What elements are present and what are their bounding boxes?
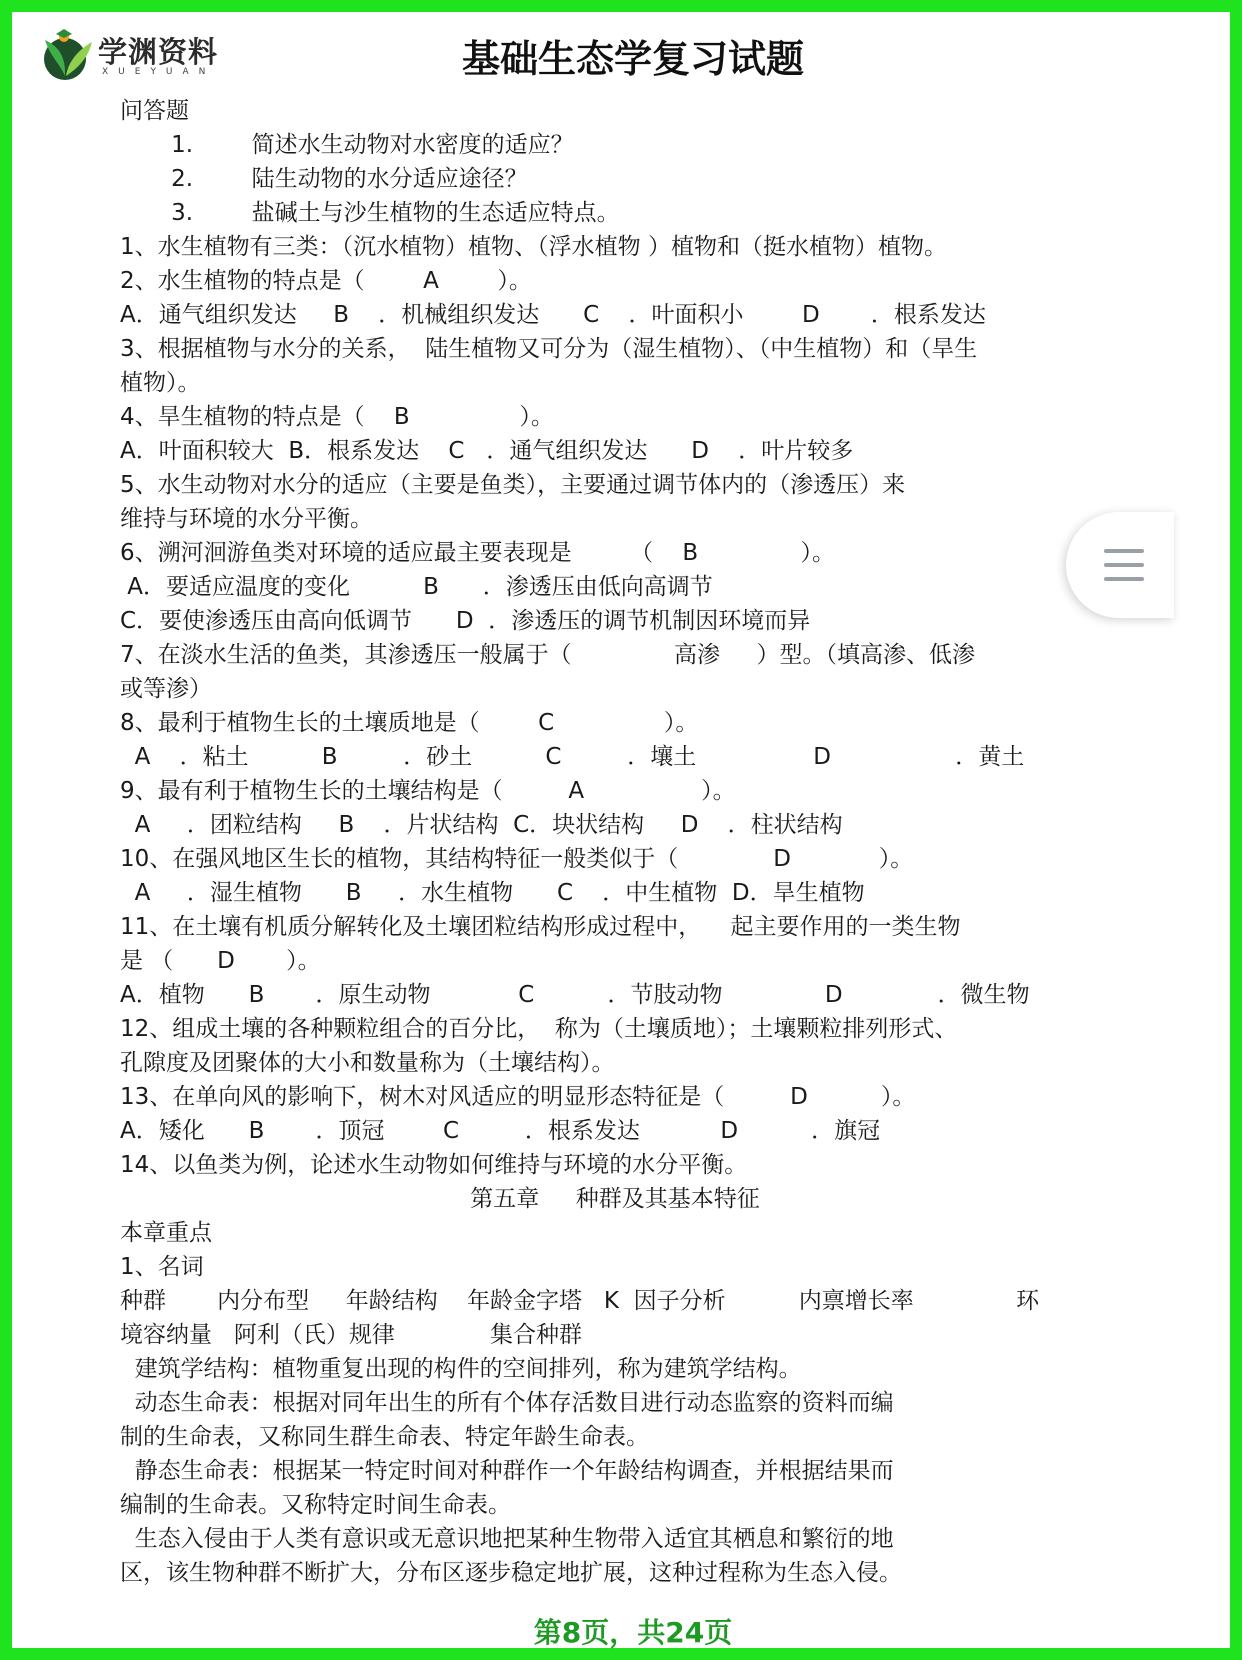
- text-line: 孔隙度及团聚体的大小和数量称为（土壤结构）。: [120, 1050, 615, 1076]
- floating-menu-button[interactable]: [1066, 512, 1174, 618]
- text-line: 8、最利于植物生长的土壤质地是（ C ）。: [120, 710, 699, 736]
- text-line: A ．粘土 B ．砂土 C ．壤土 D ．黄土: [120, 744, 1025, 770]
- section-heading-key-points: 本章重点: [120, 1220, 212, 1246]
- text-line: 静态生命表：根据某一特定时间对种群作一个年龄结构调查，并根据结果而: [120, 1458, 894, 1484]
- text-line: C．要使渗透压由高向低调节 D ．渗透压的调节机制因环境而异: [120, 608, 811, 634]
- text-line: 1. 简述水生动物对水密度的适应？: [120, 132, 574, 158]
- text-line: 生态入侵由于人类有意识或无意识地把某种生物带入适宜其栖息和繁衍的地: [120, 1526, 894, 1552]
- text-line: A．矮化 B ．顶冠 C ．根系发达 D ．旗冠: [120, 1118, 881, 1144]
- section-heading-qa: 问答题: [120, 98, 189, 124]
- text-line: 1、水生植物有三类：（沉水植物）植物、（浮水植物 ）植物和（挺水植物）植物。: [120, 234, 947, 260]
- text-line: 种群 内分布型 年龄结构 年龄金字塔 K 因子分析 内禀增长率 环: [120, 1288, 1040, 1314]
- text-line: A．通气组织发达 B ．机械组织发达 C ．叶面积小 D ．根系发达: [120, 302, 986, 328]
- text-line: 14、以鱼类为例，论述水生动物如何维持与环境的水分平衡。: [120, 1152, 748, 1178]
- text-line: 编制的生命表。又称特定时间生命表。: [120, 1492, 511, 1518]
- text-line: 11、在土壤有机质分解转化及土壤团粒结构形成过程中， 起主要作用的一类生物: [120, 914, 961, 940]
- text-line: 境容纳量 阿利（氏）规律 集合种群: [120, 1322, 582, 1348]
- text-line: 3. 盐碱土与沙生植物的生态适应特点。: [120, 200, 620, 226]
- text-line: 4、旱生植物的特点是（ B ）。: [120, 404, 554, 430]
- text-line: 12、组成土壤的各种颗粒组合的百分比， 称为（土壤质地）；土壤颗粒排列形式、: [120, 1016, 958, 1042]
- text-line: A．植物 B ．原生动物 C ．节肢动物 D ．微生物: [120, 982, 1030, 1008]
- text-line: 制的生命表，又称同生群生命表、特定年龄生命表。: [120, 1424, 649, 1450]
- text-line: 区，该生物种群不断扩大，分布区逐步稳定地扩展，这种过程称为生态入侵。: [120, 1560, 902, 1586]
- text-line: 2、水生植物的特点是（ A ）。: [120, 268, 532, 294]
- document-title: 基础生态学复习试题: [461, 37, 804, 81]
- text-line: A．叶面积较大 B．根系发达 C ．通气组织发达 D ．叶片较多: [120, 438, 854, 464]
- text-line: 10、在强风地区生长的植物，其结构特征一般类似于（ D ）。: [120, 846, 914, 872]
- text-line: 9、最有利于植物生长的土壤结构是（ A ）。: [120, 778, 736, 804]
- text-line: 或等渗）: [120, 676, 212, 702]
- text-line: 13、在单向风的影响下，树木对风适应的明显形态特征是（ D ）。: [120, 1084, 916, 1110]
- text-line: 7、在淡水生活的鱼类，其渗透压一般属于（ 高渗 ）型。（填高渗、低渗: [120, 642, 976, 668]
- text-line: 6、溯河洄游鱼类对环境的适应最主要表现是 （ B ）。: [120, 540, 835, 566]
- text-line: A．要适应温度的变化 B ．渗透压由低向高调节: [120, 574, 713, 600]
- text-line: 建筑学结构：植物重复出现的构件的空间排列，称为建筑学结构。: [120, 1356, 802, 1382]
- logo-text: 学渊资料: [98, 35, 219, 69]
- text-line: 植物）。: [120, 370, 201, 396]
- logo-subtext: XUEYUAN: [102, 67, 216, 77]
- page-number: 第8页，共24页: [533, 1616, 733, 1649]
- text-line: 3、根据植物与水分的关系， 陆生植物又可分为（湿生植物）、（中生植物）和（旱生: [120, 336, 978, 362]
- text-line: 5、水生动物对水分的适应（主要是鱼类），主要通过调节体内的（渗透压）来: [120, 472, 906, 498]
- text-line: 动态生命表：根据对同年出生的所有个体存活数目进行动态监察的资料而编: [120, 1390, 894, 1416]
- text-line: A ．湿生植物 B ．水生植物 C ．中生植物 D．旱生植物: [120, 880, 865, 906]
- text-line: 2. 陆生动物的水分适应途径？: [120, 166, 528, 192]
- text-line: 1、名词: [120, 1254, 204, 1280]
- text-line: 维持与环境的水分平衡。: [120, 506, 373, 532]
- document-body: [120, 94, 1110, 1590]
- text-line: 是 （ D ）。: [120, 948, 321, 974]
- chapter-heading: 第五章 种群及其基本特征: [470, 1186, 760, 1212]
- text-line: A ．团粒结构 B ．片状结构 C．块状结构 D ．柱状结构: [120, 812, 843, 838]
